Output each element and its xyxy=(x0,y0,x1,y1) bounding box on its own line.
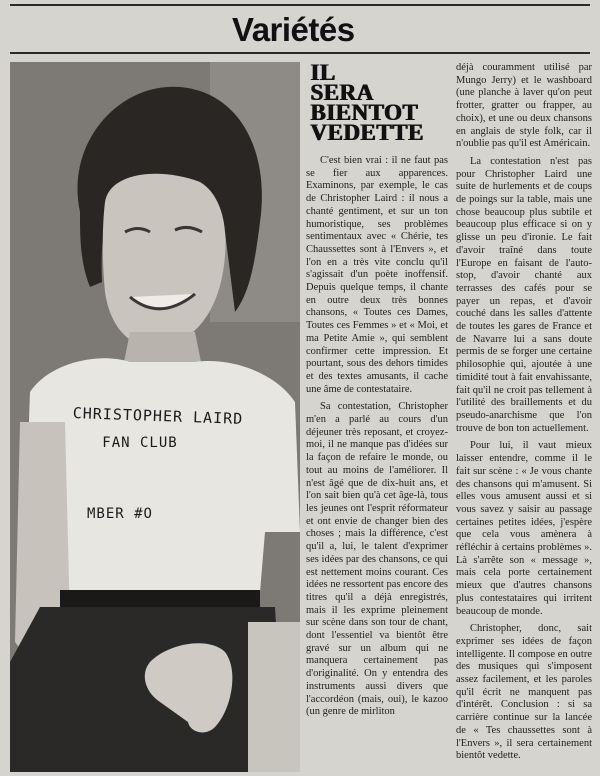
shirt-text-line1: CHRISTOPHER LAIRD xyxy=(72,404,244,428)
headline-line: VEDETTE xyxy=(310,120,424,145)
article-column-2 xyxy=(456,62,592,768)
article-paragraph: Christopher, donc, sait exprimer ses idées de façon intelligente. Il compose en outre des musiques qui s'imposent assez facilement, et les paroles qu'il écrit ne manquent pas d'intérêt. Conclusion : si sa carrière continue sur la lancée de « Tes chaussettes sont à l'Envers », il sera certainement bientôt vedette. xyxy=(456,623,592,762)
article-paragraph: La contestation n'est pas pour Christopher Laird une suite de hurlements et de coups de poings sur la table, mais une chose beaucoup plus subtile et beaucoup plus efficace si on y glisse un peu d'ironie. Le fait d'avoir traîné dans toute l'Europe en faisant de l'auto-stop, d'avoir chanté aux terrasses des cafés pour se payer un repas, et d'avoir couché dans les salles d'attente de toutes les gares de France et de Navarre lui a sans doute permis de se forger une certaine philosophie qui, ajoutée à une timidité tout à fait envahissante, fait qu'il ne croit pas tellement à l'utilité des braillements et du pseudo-anarchisme que l'on trouve de bon ton actuellement. xyxy=(456,155,592,434)
headline-line: IL xyxy=(310,60,336,85)
article-paragraph: Sa contestation, Christopher m'en a parlé au cours d'un déjeuner très reposant, et croyez-moi, il ne manque pas d'idées sur la façon de refaire le monde, ou tout au moins de l'améliorer. Il n'est âgé que de dix-huit ans, et l'on sait bien qu'à cet âge-là, tous les jeunes ont l'esprit réformateur et ont envie de changer bien des choses ; mais la différence, c'est qu'il a, lui, le talent d'exprimer ses idées par des chansons, ce qui est nettement moins courant. Ces idées ne ressortent pas encore des titres qu'il a déjà enregistrés, mais il les exprime pleinement sur scène dans son tour de chant, dont l'essentiel va bientôt être gravé sur un album qui ne manquera certainement pas d'originalité. On y entendra des instruments aussi divers que l'accordéon (mais, oui), le kazoo (un genre de mirliton xyxy=(306,401,448,718)
shirt-text-line2: FAN CLUB xyxy=(102,435,178,451)
shirt-text-line3: MBER #O xyxy=(86,506,153,522)
article-paragraph: déjà couramment utilisé par Mungo Jerry) et le washboard (une planche à laver qu'on peut frotter, gratter ou frapper, au choix), et une ou deux chansons en anglais de style folk, car il n'oublie pas qu'il est Américain. xyxy=(456,62,592,150)
section-title: Variétés xyxy=(232,11,355,48)
top-rule xyxy=(10,4,590,6)
headline-line: BIENTOT xyxy=(310,100,418,125)
article-paragraph: Pour lui, il vaut mieux laisser entendre, comme il le fait sur scène : « Je vous chante des chansons qui m'amusent. Si elles vous amusent aussi et si vous savez y saisir au passage certaines petites idées, j'espère que cela vous amènera à réfléchir à certains problèmes ». Là s'arrête son « message », mais cela porte certainement mieux que d'autres chansons plus contestataires qui irritent beaucoup de monde. xyxy=(456,440,592,617)
article-paragraph: C'est bien vrai : il ne faut pas se fier aux apparences. Examinons, par exemple, le cas de Christopher Laird : il nous a chanté gentiment, et sur un ton humoristique, ses problèmes sentimentaux avec « Chérie, tes Chaussettes sont à l'Envers », et l'on en a très vite conclu qu'il s'agissait d'un poète inoffensif. Depuis quelque temps, il chante en outre deux très bonnes chansons, « Toutes ces Dames, Toutes ces Femmes » et « Moi, et ma Petite Amie », qui semblent confirmer cette impression. Et pourtant, sous des dehors timides et des textes amusants, il cache une âme de contestataire. xyxy=(306,155,448,395)
article-column-1 xyxy=(306,155,448,724)
headline-line: SERA xyxy=(310,80,374,105)
header-rule xyxy=(10,52,590,54)
article-headline xyxy=(310,60,460,145)
artist-photo xyxy=(10,62,300,772)
